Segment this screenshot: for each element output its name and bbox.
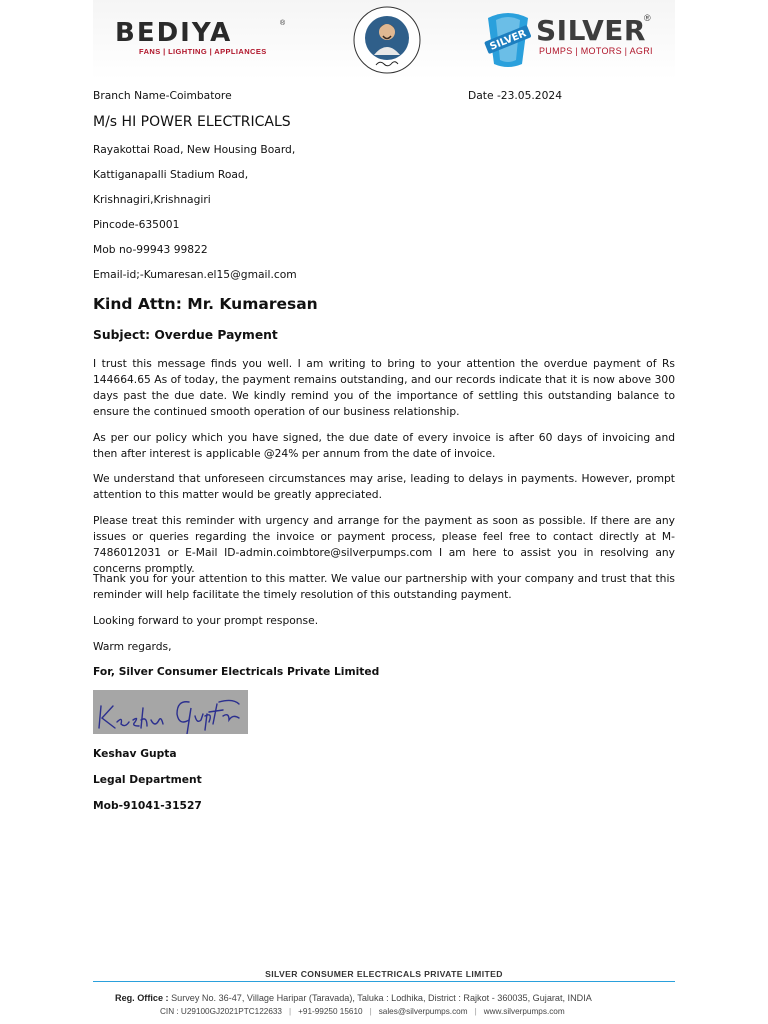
footer-reg-label: Reg. Office : bbox=[115, 993, 169, 1003]
subject-line: Subject: Overdue Payment bbox=[93, 328, 278, 342]
footer-website[interactable]: www.silverpumps.com bbox=[483, 1007, 565, 1016]
closing-line: Looking forward to your prompt response. bbox=[93, 614, 319, 627]
footer-separator: | bbox=[369, 1007, 372, 1016]
letter-date: Date -23.05.2024 bbox=[468, 89, 562, 102]
body-paragraph: As per our policy which you have signed, the due date of every invoice is after 60 days of invoicing and then after interest is applicable @24% per annum from the date of invoice. bbox=[93, 431, 675, 460]
signature-image bbox=[93, 690, 248, 734]
address-pincode: Pincode-635001 bbox=[93, 218, 180, 231]
closing-company: For, Silver Consumer Electricals Private Limited bbox=[93, 665, 380, 678]
bediya-registered-mark: ® bbox=[280, 20, 286, 27]
silver-badge-icon bbox=[482, 10, 534, 68]
footer-reg-address: Survey No. 36-47, Village Haripar (Taravada), Taluka : Lodhika, District : Rajkot - 360035, Gujarat, INDIA bbox=[171, 993, 592, 1003]
bediya-wordmark: BEDIYA bbox=[115, 18, 233, 48]
bediya-logo bbox=[115, 18, 290, 60]
footer-contact-row bbox=[160, 1007, 565, 1016]
silver-logo bbox=[482, 10, 657, 68]
silver-wordmark: SILVER bbox=[536, 14, 646, 47]
footer-registered-office bbox=[115, 993, 592, 1003]
founder-seal-logo bbox=[352, 5, 422, 75]
address-line: Rayakottai Road, New Housing Board, bbox=[93, 143, 296, 156]
footer-email[interactable]: sales@silverpumps.com bbox=[378, 1007, 468, 1016]
salutation: Warm regards, bbox=[93, 640, 172, 653]
footer-divider bbox=[93, 981, 675, 982]
footer-separator: | bbox=[474, 1007, 477, 1016]
footer-separator: | bbox=[288, 1007, 292, 1016]
signatory-department: Legal Department bbox=[93, 773, 202, 786]
signatory-mobile: Mob-91041-31527 bbox=[93, 799, 202, 812]
silver-tagline: PUMPS | MOTORS | AGRI bbox=[539, 46, 653, 56]
silver-registered-mark: ® bbox=[644, 13, 651, 23]
body-paragraph: I trust this message finds you well. I am writing to bring to your attention the overdue payment of Rs 144664.65 As of today, the payment remains outstanding, and our records indicate that it is now above 300 days past the due date. We kindly remind you of the importance of settling this outstanding balance to ensure the continued smooth operation of our business relationship. bbox=[93, 357, 675, 418]
signature-scribble bbox=[93, 690, 248, 734]
recipient-mobile: Mob no-99943 99822 bbox=[93, 243, 208, 256]
body-paragraph: Please treat this reminder with urgency and arrange for the payment as soon as possible. If there are any issues or queries regarding the invoice or payment process, please feel free to contact directly at M-7486012031 or E-Mail ID-admin.coimbtore@silverpumps.com I am here to assist you in resolving any concerns promptly. bbox=[93, 514, 675, 575]
attention-line: Kind Attn: Mr. Kumaresan bbox=[93, 295, 318, 313]
bediya-tagline: FANS | LIGHTING | APPLIANCES bbox=[139, 47, 267, 56]
branch-name: Branch Name-Coimbatore bbox=[93, 89, 232, 102]
body-paragraph: We understand that unforeseen circumstances may arise, leading to delays in payments. However, prompt attention to this matter would be greatly appreciated. bbox=[93, 472, 675, 501]
recipient-email: Email-id;-Kumaresan.el15@gmail.com bbox=[93, 268, 297, 281]
silver-badge-text: SILVER bbox=[488, 28, 528, 53]
footer-cin: CIN : U29100GJ2021PTC122633 bbox=[160, 1007, 282, 1016]
address-line: Kattiganapalli Stadium Road, bbox=[93, 168, 249, 181]
footer-company-name: SILVER CONSUMER ELECTRICALS PRIVATE LIMITED bbox=[265, 969, 503, 979]
recipient-company: M/s HI POWER ELECTRICALS bbox=[93, 114, 291, 130]
body-paragraph: Thank you for your attention to this matter. We value our partnership with your company and trust that this reminder will help facilitate the timely resolution of this outstanding payment. bbox=[93, 572, 675, 601]
address-line: Krishnagiri,Krishnagiri bbox=[93, 193, 211, 206]
signatory-name: Keshav Gupta bbox=[93, 747, 177, 760]
footer-phone: +91-99250 15610 bbox=[298, 1007, 363, 1016]
